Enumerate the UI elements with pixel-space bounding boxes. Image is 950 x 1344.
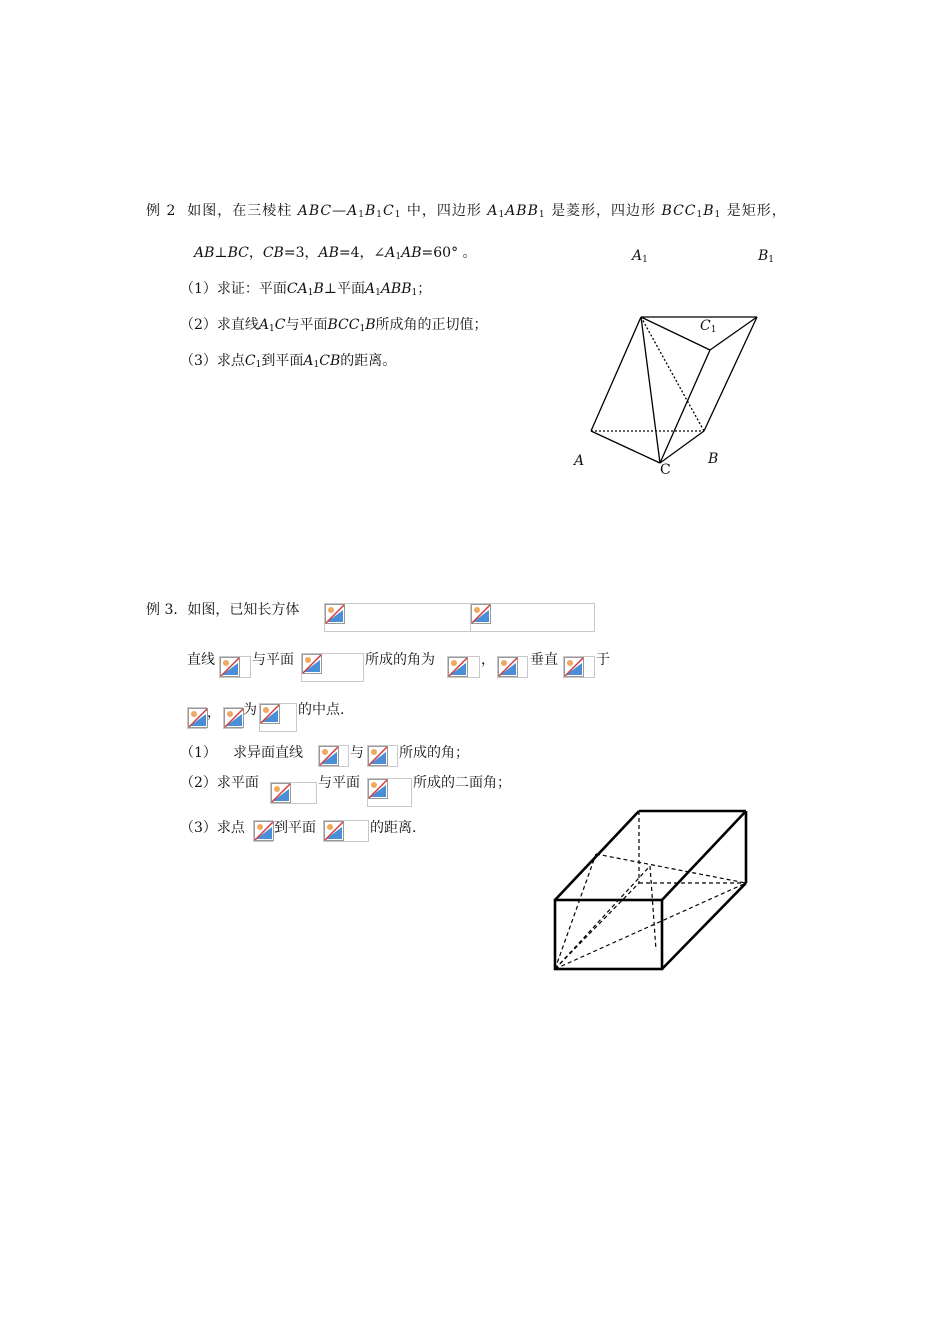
ex3-l2-text6: 于 xyxy=(596,652,610,668)
ex3-l2-text4: ， xyxy=(481,652,495,668)
edge-ac xyxy=(591,431,660,463)
ex3-q1-text1: 求异面直线 xyxy=(233,745,303,761)
ex3-label: 例 3．如图，已知长方体 xyxy=(146,602,300,618)
broken-image-icon xyxy=(254,821,274,841)
dash-line-1 xyxy=(555,854,596,969)
cuboid-figure xyxy=(540,800,760,980)
ex3-q3-text2: 到平面 xyxy=(274,820,316,836)
edge-top-left xyxy=(555,811,639,900)
formula-image-6 xyxy=(497,656,528,678)
formula-image-9 xyxy=(223,707,243,729)
dash-line-4 xyxy=(555,866,650,969)
ex3-l2-text1: 直线 xyxy=(187,652,215,668)
formula-image-16 xyxy=(323,820,369,842)
label-c: C xyxy=(660,462,671,478)
ex3-q2-text3: 所成的二面角； xyxy=(413,775,511,791)
broken-image-icon xyxy=(319,746,339,766)
ex3-line1 xyxy=(146,600,299,620)
ex3-q3-text1: （3）求点 xyxy=(180,820,245,836)
dash-line-2 xyxy=(596,854,746,883)
edge-a1a xyxy=(591,317,641,431)
label-a: A xyxy=(574,453,585,469)
broken-image-icon xyxy=(471,604,491,624)
formula-image-8 xyxy=(187,707,207,729)
broken-image-icon xyxy=(188,708,208,728)
formula-image-10 xyxy=(259,703,297,732)
dash-line-5 xyxy=(650,866,656,950)
ex3-q2-text1: （2）求平面 xyxy=(180,775,259,791)
ex2-line1: 例 2 如图，在三棱柱 $ABC—A_1B_1C_1$ 中，四边形 $A_1ABB_1$ 是菱形，四边形 $BCC_1B_1$ 是矩形， xyxy=(146,203,787,220)
hidden-left-bottom xyxy=(555,883,639,969)
broken-image-icon xyxy=(224,708,244,728)
ex2-q1: （1）求证：平面$CA_1B\perp$平面$A_1ABB_1$； xyxy=(180,281,432,298)
edge-a1c xyxy=(641,317,660,463)
formula-image-3 xyxy=(219,656,251,678)
formula-image-1 xyxy=(324,603,471,632)
broken-image-icon xyxy=(220,657,240,677)
ex3-l3-text2: 为 xyxy=(243,702,257,718)
label-b1: $B_1$ xyxy=(758,248,775,265)
broken-image-icon xyxy=(324,821,344,841)
ex3-q3-text3: 的距离. xyxy=(370,820,417,836)
edge-a1b-hidden xyxy=(641,317,704,431)
ex2-q2: （2）求直线$A_1C$与平面$BCC_1B$所成角的正切值； xyxy=(180,317,488,334)
edge-c1c xyxy=(660,350,710,463)
broken-image-icon xyxy=(498,657,518,677)
broken-image-icon xyxy=(271,783,291,803)
ex3-l2-text2: 与平面 xyxy=(252,652,294,668)
label-c1: $C_1$ xyxy=(700,318,717,335)
formula-image-5 xyxy=(447,656,480,678)
broken-image-icon xyxy=(325,604,345,624)
label-a1: $A_1$ xyxy=(632,248,648,265)
edge-top-right xyxy=(662,811,746,900)
formula-image-12 xyxy=(367,745,398,767)
label-b: B xyxy=(708,451,719,467)
broken-image-icon xyxy=(564,657,584,677)
formula-image-14 xyxy=(367,778,412,807)
ex3-q1-num: （1） xyxy=(180,745,217,761)
formula-image-15 xyxy=(253,820,273,842)
ex2-label: 例 2 xyxy=(146,203,177,219)
ex3-l3-text1: ， xyxy=(207,705,221,721)
broken-image-icon xyxy=(368,746,388,766)
ex3-q1-text2: 与 xyxy=(350,745,364,761)
ex2-line2: AB⊥BC，CB=3，AB=4，$\angle A_1AB=60^\circ$ 。 xyxy=(194,245,477,262)
ex2-q3: （3）求点$C_1$到平面$A_1CB$的距离。 xyxy=(180,353,397,370)
broken-image-icon xyxy=(260,704,280,724)
dash-line-3 xyxy=(555,883,746,969)
broken-image-icon xyxy=(302,654,322,674)
broken-image-icon xyxy=(368,779,388,799)
broken-image-icon xyxy=(448,657,468,677)
edge-bottom-right xyxy=(662,883,746,969)
ex3-l3-text3: 的中点. xyxy=(298,702,345,718)
formula-image-7 xyxy=(563,656,595,678)
ex3-l2-text5: 垂直 xyxy=(530,652,558,668)
formula-image-4 xyxy=(301,653,364,682)
formula-image-13 xyxy=(270,782,317,804)
ex3-q2-text2: 与平面 xyxy=(318,775,360,791)
formula-image-11 xyxy=(318,745,349,767)
formula-image-2 xyxy=(470,603,595,632)
ex3-l2-text3: 所成的角为 xyxy=(365,652,435,668)
ex3-q1-text3: 所成的角； xyxy=(399,745,469,761)
